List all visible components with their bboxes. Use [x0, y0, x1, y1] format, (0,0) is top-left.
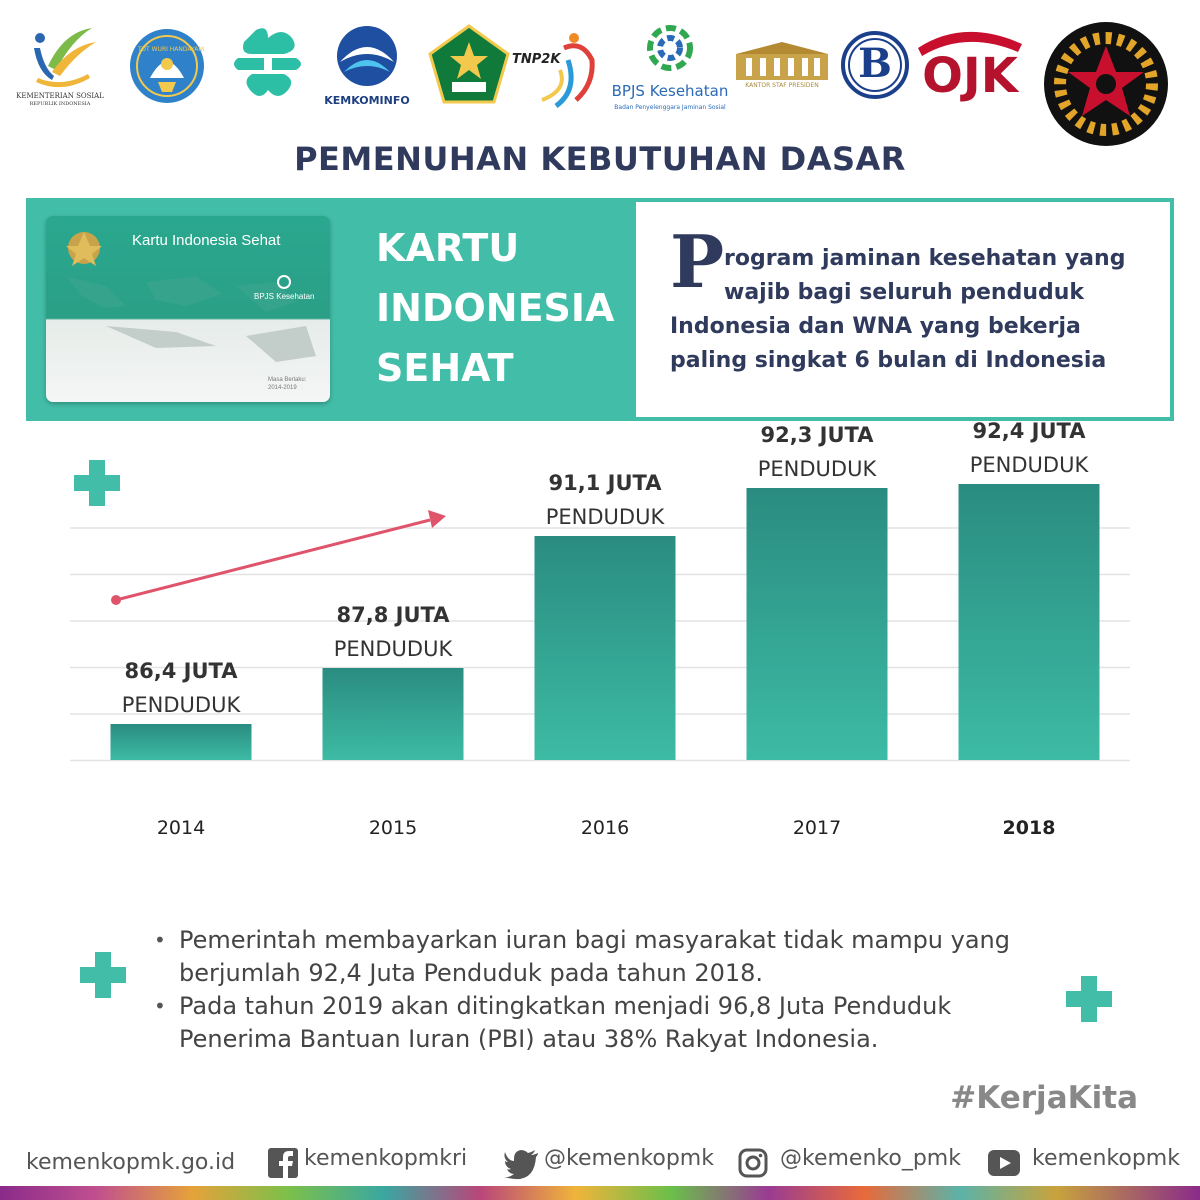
- x-tick-2014: 2014: [156, 817, 206, 839]
- bar-2014: [111, 724, 252, 760]
- value-label-2018: 92,4 JUTA: [972, 419, 1086, 443]
- plus-icon-right: [1066, 976, 1112, 1022]
- description-line-4: paling singkat 6 bulan di Indonesia: [670, 348, 1107, 373]
- bi-caption: B: [858, 40, 892, 87]
- note-2-line-1: • Pada tahun 2019 akan ditingkatkan menjadi 96,8 Juta Penduduk: [179, 992, 952, 1020]
- logo-row: [0, 14, 1200, 154]
- card-validity-years: 2014-2019: [268, 385, 297, 391]
- tnp2k-caption: TNP2K: [512, 52, 561, 67]
- tnp2k-logo: [512, 30, 602, 114]
- kemensos-caption-2: REPUBLIK INDONESIA: [29, 101, 91, 107]
- note-1-line-1: • Pemerintah membayarkan iuran bagi masyarakat tidak mampu yang: [179, 926, 1010, 954]
- bpjs-sub: Badan Penyelenggara Jaminan Sosial: [614, 104, 726, 111]
- bpjs-name: BPJS Kesehatan: [611, 82, 729, 100]
- description-line-2: wajib bagi seluruh penduduk: [724, 280, 1085, 305]
- bar-2018: [959, 484, 1100, 760]
- footer-instagram[interactable]: @kemenko_pmk: [780, 1146, 961, 1171]
- plus-icon-left: [80, 952, 126, 998]
- youtube-icon: [988, 1148, 1020, 1178]
- ojk-caption: OJK: [922, 48, 1018, 104]
- kemensos-logo: [18, 22, 102, 112]
- unit-label-2015: PENDUDUK: [333, 637, 453, 661]
- bar-2016: [535, 536, 676, 760]
- value-label-2014: 86,4 JUTA: [124, 659, 238, 683]
- x-tick-2018: 2018: [1002, 817, 1056, 839]
- unit-label-2017: PENDUDUK: [757, 457, 877, 481]
- kemenkopmk-emblem: [1042, 20, 1170, 148]
- x-tick-2015: 2015: [368, 817, 418, 839]
- card-brand: BPJS Kesehatan: [254, 292, 315, 301]
- note-item: [152, 924, 1052, 990]
- page-title: PEMENUHAN KEBUTUHAN DASAR: [294, 140, 906, 178]
- card-validity: [268, 376, 306, 392]
- facebook-icon: [268, 1148, 298, 1178]
- kemensos-caption-1: KEMENTERIAN SOSIAL: [16, 92, 104, 100]
- card-validity-label: Masa Berlaku:: [268, 377, 307, 383]
- unit-label-2014: PENDUDUK: [121, 693, 241, 717]
- participants-bar-chart: [0, 419, 1200, 860]
- unit-label-2016: PENDUDUK: [545, 505, 665, 529]
- kemenkes-logo: [230, 24, 306, 104]
- unit-label-2018: PENDUDUK: [969, 453, 1089, 477]
- description-drop-cap: P: [670, 219, 725, 304]
- kis-heading-line-3: SEHAT: [376, 346, 514, 390]
- footer-website[interactable]: kemenkopmk.go.id: [26, 1150, 236, 1175]
- decorative-stripe: [0, 1186, 1200, 1200]
- note-2-line-2: Penerima Bantuan Iuran (PBI) atau 38% Rakyat Indonesia.: [179, 1025, 879, 1053]
- hashtag: #KerjaKita: [950, 1080, 1138, 1116]
- social-footer: [0, 1140, 1200, 1184]
- footer-twitter[interactable]: @kemenkopmk: [544, 1146, 714, 1171]
- notes-list: [152, 924, 1052, 1056]
- bar-2015: [323, 668, 464, 760]
- ojk-logo: [914, 24, 1026, 108]
- kis-description: [636, 202, 1170, 417]
- description-line-1: rogram jaminan kesehatan yang: [724, 246, 1126, 271]
- kemkominfo-logo: [322, 22, 412, 110]
- value-label-2016: 91,1 JUTA: [548, 471, 662, 495]
- kis-banner: [26, 198, 1174, 421]
- bar-2017: [747, 488, 888, 760]
- instagram-icon: [738, 1148, 768, 1178]
- kemenag-logo: [428, 24, 510, 106]
- kis-heading-line-2: INDONESIA: [376, 286, 615, 330]
- ksp-logo: [734, 40, 830, 96]
- note-item: [152, 990, 1052, 1056]
- trend-arrow: [111, 510, 446, 605]
- kemdikbud-motto: TUT WURI HANDAYANI: [138, 46, 205, 53]
- x-tick-2016: 2016: [580, 817, 630, 839]
- kemdikbud-logo: [128, 26, 206, 110]
- twitter-icon: [504, 1150, 538, 1178]
- value-label-2017: 92,3 JUTA: [760, 423, 874, 447]
- card-title: Kartu Indonesia Sehat: [132, 232, 281, 249]
- trend-arrow-line: [116, 520, 430, 600]
- trend-arrow-head-icon: [428, 510, 446, 528]
- note-1-line-2: berjumlah 92,4 Juta Penduduk pada tahun 2018.: [179, 959, 764, 987]
- ksp-caption: KANTOR STAF PRESIDEN: [745, 82, 819, 89]
- footer-youtube[interactable]: kemenkopmk: [1032, 1146, 1180, 1171]
- description-line-3: Indonesia dan WNA yang bekerja: [670, 314, 1081, 339]
- kis-card-image: [46, 216, 330, 402]
- kis-heading-line-1: KARTU: [376, 226, 520, 270]
- value-label-2015: 87,8 JUTA: [336, 603, 450, 627]
- footer-facebook[interactable]: kemenkopmkri: [304, 1146, 468, 1171]
- kis-heading: [376, 218, 626, 398]
- bi-logo: [840, 30, 910, 100]
- kemkominfo-caption: KEMKOMINFO: [324, 94, 410, 107]
- chart-x-ticks: [157, 817, 1056, 839]
- bpjs-logo: [608, 24, 732, 116]
- x-tick-2017: 2017: [792, 817, 842, 839]
